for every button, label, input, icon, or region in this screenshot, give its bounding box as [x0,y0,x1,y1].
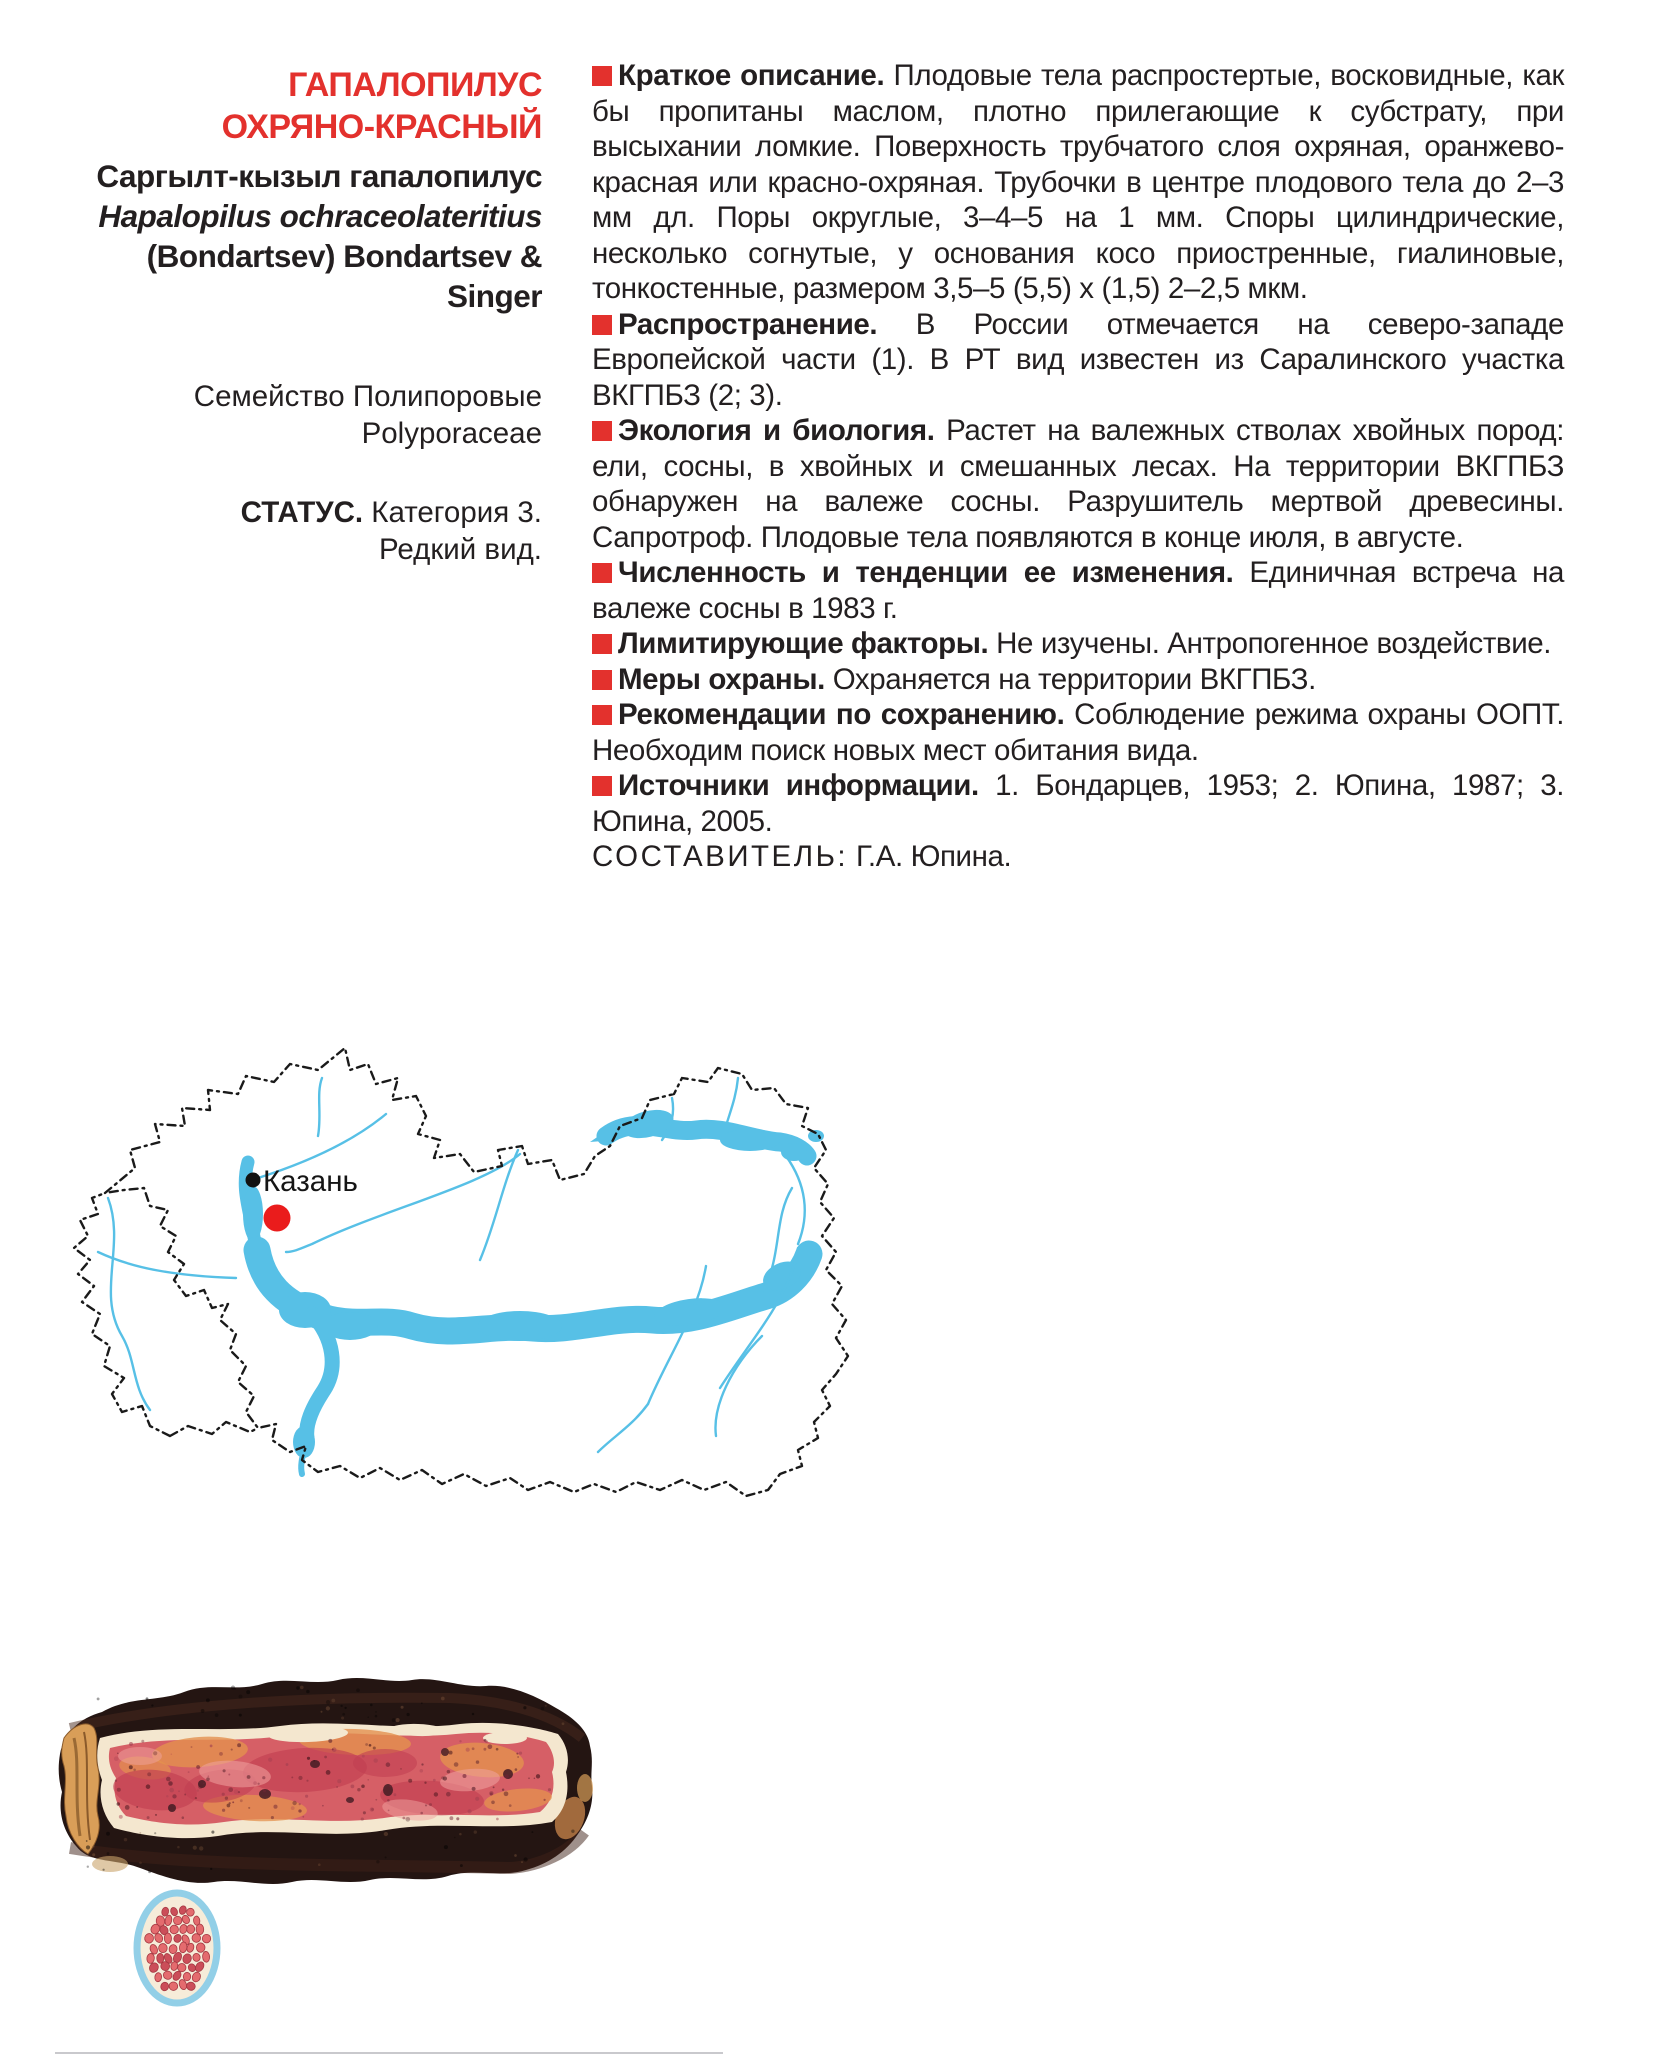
section-bullet-icon [592,705,612,725]
status-block [58,494,542,568]
status-label: СТАТУС. [240,496,364,529]
region-border-outline [74,1048,848,1496]
section-heading: Экология и биология. [618,414,935,447]
pore-surface-illustration [132,1888,222,2008]
map-water [98,1078,824,1474]
section-text: Соблюдение режима охраны ООПТ. Необходим поиск новых мест обитания вида. [592,698,1564,767]
kazan-city-dot [246,1173,261,1188]
distribution-map-svg [50,1038,860,1508]
fungus-illustration [50,1668,595,1888]
status-category: Категория 3. [371,496,542,529]
fungus-illustration-svg [50,1668,595,1888]
species-title-russian [58,64,542,148]
family-block [58,378,542,452]
species-name-latin: Hapalopilus ochraceolateritius [98,198,542,234]
section-text: В России отмечается на северо-западе Европейской части (1). В РТ вид известен из Саралинского участка ВКГПБЗ (2; 3). [592,307,1565,412]
section-paragraph [592,555,1564,626]
section-bullet-icon [592,66,612,86]
section-text: Плодовые тела распростертые, восковидные, как бы пропитаны маслом, плотно прилегающие к субстрату, при высыхании ломкие. Поверхность трубчатого слоя охряная, оранжево-красная или красно-охряная. Трубочки в центре плодового тела до 2–3 мм дл. Поры округлые, 3–4–5 на 1 мм. Споры цилиндрические, несколько согнутые, у основания косо приостренные, гиалиновые, тонкостенные, размером 3,5–5 (5,5) х (1,5) 2–2,5 мкм. [592,59,1565,305]
section-paragraph [592,697,1564,768]
section-bullet-icon [592,670,612,690]
section-heading: Численность и тенденции ее изменения. [618,556,1234,589]
section-paragraph [592,413,1564,555]
footer-divider [55,2052,723,2054]
section-heading: Краткое описание. [618,59,885,92]
compiler-name: Г.А. Юпина. [855,840,1012,873]
section-bullet-icon [592,776,612,796]
section-bullet-icon [592,563,612,583]
section-paragraph [592,626,1564,662]
species-name-tatar: Саргылт-кызыл гапалопилус [96,158,542,194]
section-bullet-icon [592,421,612,441]
section-heading: Источники информации. [618,769,979,802]
compiler-line [592,839,1564,875]
section-text: 1. Бондарцев, 1953; 2. Юпина, 1987; 3. Юпина, 2005. [592,769,1564,838]
section-bullet-icon [592,315,612,335]
section-text: Единичная встреча на валеже сосны в 1983 г. [592,556,1565,625]
section-heading: Лимитирующие факторы. [618,627,989,660]
section-paragraph [592,58,1564,307]
title-line: ОХРЯНО-КРАСНЫЙ [221,108,542,146]
section-heading: Распространение. [618,307,878,341]
section-text: Растет на валежных стволах хвойных пород: ели, сосны, в хвойных и смешанных лесах. На территории ВКГПБЗ обнаружен на валеже сосны. Разрушитель мертвой древесины. Сапротроф. Плодовые тела появляются в конце июля, в августе. [592,414,1564,554]
compiler-label: СОСТАВИТЕЛЬ: [592,840,849,873]
pore-surface-svg [132,1888,222,2008]
species-description [592,58,1564,875]
species-location-marker [264,1205,291,1232]
distribution-map [50,1038,860,1508]
title-line: ГАПАЛОПИЛУС [288,66,542,104]
section-paragraph [592,768,1564,839]
species-authority: (Bondartsev) Bondartsev & Singer [146,238,542,314]
section-paragraph [592,307,1564,414]
kazan-city-label: Казань [263,1165,358,1198]
section-heading: Рекомендации по сохранению. [618,698,1065,731]
section-text: Охраняется на территории ВКГПБЗ. [832,662,1316,696]
status-line [58,494,542,531]
family-latin: Polyporaceae [361,417,542,450]
status-rarity: Редкий вид. [379,533,542,566]
section-heading: Меры охраны. [618,662,825,696]
family-russian: Семейство Полипоровые [193,380,542,413]
section-text: Не изучены. Антропогенное воздействие. [996,627,1552,660]
section-paragraph [592,662,1564,698]
species-header [58,64,542,568]
section-bullet-icon [592,634,612,654]
